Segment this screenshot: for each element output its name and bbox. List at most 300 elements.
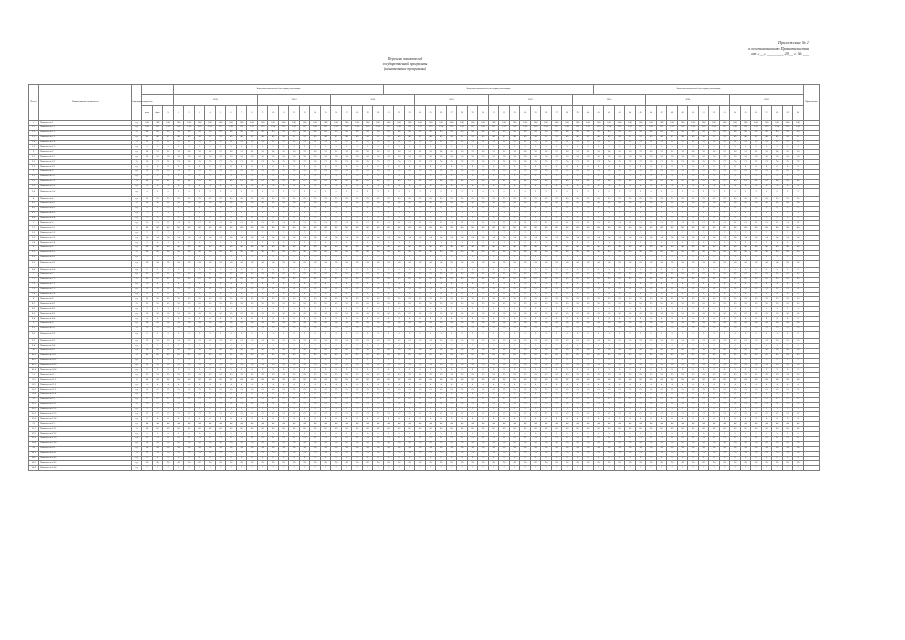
value-cell: 5 bbox=[793, 268, 804, 273]
value-cell: 98 bbox=[562, 130, 573, 135]
value-cell: 90 bbox=[646, 250, 657, 255]
value-cell: 127 bbox=[215, 125, 226, 130]
value-cell: 2 bbox=[698, 189, 709, 197]
row-unit: % bbox=[132, 353, 142, 358]
value-cell: 55 bbox=[541, 302, 552, 307]
value-cell: 90 bbox=[562, 250, 573, 255]
value-cell: 6 bbox=[268, 392, 279, 397]
value-cell: 5 bbox=[667, 145, 678, 150]
value-cell: 5 bbox=[709, 268, 720, 273]
value-cell: 11 bbox=[236, 221, 247, 226]
value-cell: 9 bbox=[709, 368, 720, 373]
value-cell: 4 bbox=[562, 184, 573, 189]
value-cell: 4 bbox=[394, 184, 405, 189]
value-cell: 6 bbox=[730, 292, 741, 297]
value-cell: 33 bbox=[446, 373, 457, 378]
value-cell: 33 bbox=[247, 373, 258, 378]
value-cell: 10 bbox=[226, 155, 237, 160]
value-cell: 3 bbox=[751, 240, 762, 245]
value-cell: 7 bbox=[709, 231, 720, 236]
value-cell: 2 bbox=[425, 331, 436, 339]
row-number: 9.2 bbox=[29, 331, 39, 339]
value-cell: 6 bbox=[772, 292, 783, 297]
value-cell: 55 bbox=[362, 302, 373, 307]
value-cell: 5 bbox=[541, 358, 552, 363]
value-cell: 4 bbox=[656, 383, 667, 388]
row-number: 13 bbox=[29, 422, 39, 427]
value-cell: 14 bbox=[352, 236, 363, 241]
value-cell: 27 bbox=[635, 397, 646, 402]
value-cell: 13 bbox=[247, 339, 258, 344]
value-cell: 68 bbox=[268, 378, 279, 383]
value-cell: 11 bbox=[562, 221, 573, 226]
value-cell: 5 bbox=[488, 432, 499, 437]
value-cell: 3 bbox=[163, 240, 174, 245]
value-cell: 13 bbox=[415, 339, 426, 344]
value-cell: 6 bbox=[257, 456, 268, 461]
value-cell: 4 bbox=[415, 383, 426, 388]
value-cell: 5 bbox=[194, 145, 205, 150]
value-cell: 55 bbox=[152, 302, 163, 307]
value-cell: 1 bbox=[247, 211, 258, 216]
value-cell: 3 bbox=[341, 174, 352, 179]
value-cell: 55 bbox=[604, 302, 615, 307]
value-cell: 7 bbox=[236, 344, 247, 349]
value-cell: 79 bbox=[299, 451, 310, 456]
value-cell: 3 bbox=[625, 240, 636, 245]
value-cell: 79 bbox=[677, 451, 688, 456]
value-cell: 3 bbox=[299, 240, 310, 245]
value-cell: 5 bbox=[593, 432, 604, 437]
value-cell: 3 bbox=[520, 174, 531, 179]
value-cell: 3 bbox=[467, 307, 478, 312]
value-cell: 27 bbox=[236, 397, 247, 402]
value-cell: 8 bbox=[625, 316, 636, 321]
value-cell: 4 bbox=[740, 383, 751, 388]
value-cell: 75 bbox=[499, 326, 510, 331]
value-cell: 79 bbox=[215, 451, 226, 456]
value-cell: 6 bbox=[499, 292, 510, 297]
value-cell: 3 bbox=[320, 174, 331, 179]
value-cell: 15 bbox=[383, 388, 394, 393]
value-cell: 68 bbox=[730, 378, 741, 383]
value-cell: 5 bbox=[520, 268, 531, 273]
row-number: 10.3 bbox=[29, 363, 39, 368]
value-cell: 15 bbox=[467, 169, 478, 174]
value-cell: 2 bbox=[173, 255, 184, 260]
value-cell: 55 bbox=[520, 302, 531, 307]
value-cell: 7 bbox=[488, 231, 499, 236]
value-cell: 7 bbox=[142, 344, 153, 349]
subcolumn-header: 34 bbox=[520, 106, 531, 121]
value-cell: 20 bbox=[394, 461, 405, 466]
value-cell: 17 bbox=[572, 412, 583, 417]
value-cell: 6 bbox=[320, 456, 331, 461]
value-cell: 38 bbox=[614, 446, 625, 451]
value-cell: 10 bbox=[436, 155, 447, 160]
value-cell: 100 bbox=[467, 121, 478, 126]
value-cell: 20 bbox=[709, 461, 720, 466]
value-cell: 55 bbox=[677, 302, 688, 307]
value-cell: 16 bbox=[793, 312, 804, 317]
value-cell: 5 bbox=[530, 145, 541, 150]
value-cell: 9 bbox=[520, 216, 531, 221]
value-cell: 1 bbox=[488, 211, 499, 216]
value-cell: 33 bbox=[583, 373, 594, 378]
value-cell: 90 bbox=[436, 250, 447, 255]
value-cell: 66 bbox=[541, 179, 552, 184]
value-cell: 33 bbox=[593, 150, 604, 155]
value-cell: 2 bbox=[635, 255, 646, 260]
value-cell: 13 bbox=[383, 339, 394, 344]
row-number: 10.2 bbox=[29, 358, 39, 363]
row-unit: ед. bbox=[132, 344, 142, 349]
value-cell: 3 bbox=[478, 174, 489, 179]
value-cell: 8 bbox=[457, 417, 468, 422]
value-cell: 65 bbox=[478, 277, 489, 282]
value-cell: 10 bbox=[362, 441, 373, 446]
value-cell: 10 bbox=[415, 441, 426, 446]
value-cell: 9 bbox=[667, 216, 678, 221]
value-cell: 5 bbox=[709, 145, 720, 150]
subcolumn-header: 16 bbox=[331, 106, 342, 121]
value-cell: 19 bbox=[562, 363, 573, 368]
value-cell: 46 bbox=[572, 135, 583, 140]
value-cell: 50 bbox=[520, 201, 531, 206]
value-cell: 18 bbox=[194, 260, 205, 268]
value-cell: 12 bbox=[467, 140, 478, 145]
value-cell: 6 bbox=[698, 456, 709, 461]
value-cell: 90 bbox=[593, 250, 604, 255]
value-cell: 75 bbox=[530, 160, 541, 165]
value-cell: 90 bbox=[572, 250, 583, 255]
row-unit: % bbox=[132, 250, 142, 255]
value-cell: 7 bbox=[278, 466, 289, 471]
subcolumn-header: 42 bbox=[604, 106, 615, 121]
value-cell: 19 bbox=[730, 363, 741, 368]
value-cell: 12 bbox=[236, 287, 247, 292]
value-cell: 15 bbox=[478, 169, 489, 174]
value-cell: 5 bbox=[740, 432, 751, 437]
value-cell: 10 bbox=[173, 155, 184, 160]
value-cell: 6 bbox=[383, 456, 394, 461]
value-cell: 5 bbox=[236, 145, 247, 150]
value-cell: 13 bbox=[562, 339, 573, 344]
value-cell: 6 bbox=[331, 292, 342, 297]
value-cell: 5 bbox=[247, 145, 258, 150]
value-cell: 6 bbox=[656, 392, 667, 397]
value-cell: 9 bbox=[184, 216, 195, 221]
value-cell: 28 bbox=[205, 321, 216, 326]
value-cell: 71 bbox=[236, 160, 247, 165]
value-cell: 9 bbox=[656, 368, 667, 373]
value-cell: 12 bbox=[341, 140, 352, 145]
value-cell: 10 bbox=[751, 441, 762, 446]
value-cell: 52 bbox=[635, 135, 646, 140]
value-cell: 79 bbox=[572, 451, 583, 456]
value-cell: 55 bbox=[184, 302, 195, 307]
value-cell: 4 bbox=[404, 184, 415, 189]
value-cell: 50 bbox=[278, 135, 289, 140]
value-cell: 6 bbox=[289, 206, 300, 211]
value-cell: 33 bbox=[604, 373, 615, 378]
value-cell: 5 bbox=[698, 432, 709, 437]
value-cell: 6 bbox=[635, 456, 646, 461]
value-cell: 2 bbox=[667, 255, 678, 260]
value-cell: 3 bbox=[394, 307, 405, 312]
value-cell: 100 bbox=[341, 121, 352, 126]
value-cell: 10 bbox=[163, 441, 174, 446]
value-cell: 38 bbox=[677, 446, 688, 451]
value-cell: 4 bbox=[320, 184, 331, 189]
value-cell: 6 bbox=[173, 206, 184, 211]
value-cell: 66 bbox=[383, 427, 394, 432]
value-cell: 85 bbox=[604, 353, 615, 358]
value-cell: 68 bbox=[394, 378, 405, 383]
value-cell: 99 bbox=[709, 130, 720, 135]
value-cell: 5 bbox=[415, 145, 426, 150]
value-cell: 75 bbox=[782, 160, 793, 165]
value-cell: 66 bbox=[394, 427, 405, 432]
value-cell: 14 bbox=[331, 236, 342, 241]
value-cell: 35 bbox=[341, 297, 352, 302]
value-cell: 35 bbox=[740, 297, 751, 302]
value-cell: 38 bbox=[751, 446, 762, 451]
value-cell: 28 bbox=[425, 321, 436, 326]
value-cell: 33 bbox=[415, 373, 426, 378]
value-cell: 20 bbox=[383, 461, 394, 466]
value-cell: 2 bbox=[215, 189, 226, 197]
value-cell: 40 bbox=[320, 245, 331, 250]
value-cell: 8 bbox=[698, 417, 709, 422]
value-cell: 100 bbox=[163, 121, 174, 126]
value-cell: 6 bbox=[667, 456, 678, 461]
value-cell: 19 bbox=[625, 363, 636, 368]
value-cell: 19 bbox=[772, 363, 783, 368]
value-cell: 85 bbox=[425, 353, 436, 358]
value-cell: 50 bbox=[404, 201, 415, 206]
value-cell: 7 bbox=[425, 344, 436, 349]
value-cell: 38 bbox=[583, 446, 594, 451]
value-cell: 60 bbox=[646, 179, 657, 184]
value-cell: 18 bbox=[467, 260, 478, 268]
value-cell: 25 bbox=[740, 196, 751, 201]
value-cell: 5 bbox=[646, 432, 657, 437]
value-cell: 11 bbox=[772, 221, 783, 226]
value-cell: 3 bbox=[730, 307, 741, 312]
value-cell: 15 bbox=[194, 169, 205, 174]
value-cell: 22 bbox=[299, 272, 310, 277]
value-cell: 5 bbox=[604, 432, 615, 437]
value-cell: 5 bbox=[593, 145, 604, 150]
value-cell: 44 bbox=[289, 422, 300, 427]
value-cell: 38 bbox=[740, 446, 751, 451]
value-cell: 16 bbox=[551, 312, 562, 317]
value-cell: 5 bbox=[667, 268, 678, 273]
value-cell: 12 bbox=[751, 287, 762, 292]
value-cell: 55 bbox=[646, 302, 657, 307]
value-cell: 68 bbox=[467, 378, 478, 383]
value-cell: 85 bbox=[614, 353, 625, 358]
value-cell: 4 bbox=[205, 184, 216, 189]
value-cell: 2 bbox=[215, 255, 226, 260]
value-cell: 2 bbox=[572, 189, 583, 197]
value-cell: 3 bbox=[226, 240, 237, 245]
value-cell: 3 bbox=[331, 240, 342, 245]
value-cell: 27 bbox=[341, 397, 352, 402]
value-cell: 4 bbox=[425, 383, 436, 388]
value-cell: 5 bbox=[446, 358, 457, 363]
row-number: 1.4 bbox=[29, 140, 39, 145]
value-cell: 21 bbox=[667, 436, 678, 441]
row-number: 7.2 bbox=[29, 282, 39, 287]
value-cell: 10 bbox=[467, 155, 478, 160]
value-cell: 72 bbox=[320, 402, 331, 407]
value-cell: 16 bbox=[751, 312, 762, 317]
value-cell: 90 bbox=[394, 250, 405, 255]
value-cell: 19 bbox=[247, 363, 258, 368]
value-cell: 4 bbox=[614, 383, 625, 388]
value-cell: 12 bbox=[331, 287, 342, 292]
value-cell: 13 bbox=[593, 339, 604, 344]
value-cell: 16 bbox=[278, 312, 289, 317]
value-cell: 72 bbox=[163, 160, 174, 165]
value-cell: 5 bbox=[362, 268, 373, 273]
value-cell: 100 bbox=[761, 121, 772, 126]
value-cell: 72 bbox=[299, 402, 310, 407]
value-cell: 4 bbox=[436, 282, 447, 287]
value-cell: 40 bbox=[299, 245, 310, 250]
value-cell: 6 bbox=[425, 392, 436, 397]
value-cell: 85 bbox=[446, 353, 457, 358]
value-cell: 50 bbox=[247, 348, 258, 353]
value-cell: 79 bbox=[688, 451, 699, 456]
value-cell: 44 bbox=[320, 422, 331, 427]
value-cell: 85 bbox=[667, 353, 678, 358]
value-cell: 44 bbox=[205, 422, 216, 427]
value-cell: 1 bbox=[394, 211, 405, 216]
value-cell: 18 bbox=[520, 260, 531, 268]
value-cell: 18 bbox=[499, 260, 510, 268]
value-cell: 4 bbox=[614, 184, 625, 189]
value-cell: 72 bbox=[761, 402, 772, 407]
value-cell: 8 bbox=[215, 165, 226, 170]
value-cell: 79 bbox=[226, 451, 237, 456]
value-cell: 25 bbox=[688, 196, 699, 201]
value-cell: 10 bbox=[310, 155, 321, 160]
value-cell: 21 bbox=[520, 436, 531, 441]
value-cell: 13 bbox=[572, 339, 583, 344]
value-cell: 5 bbox=[467, 432, 478, 437]
value-cell: 21 bbox=[163, 436, 174, 441]
row-name: Показатель 1.3 bbox=[39, 135, 132, 140]
value-cell: 6 bbox=[425, 292, 436, 297]
value-cell: 27 bbox=[436, 397, 447, 402]
value-cell: 6 bbox=[688, 456, 699, 461]
row-unit: ед. bbox=[132, 339, 142, 344]
row-number: 5.2 bbox=[29, 231, 39, 236]
value-cell: 3 bbox=[184, 307, 195, 312]
value-cell: 7 bbox=[520, 231, 531, 236]
value-cell: 7 bbox=[604, 344, 615, 349]
value-cell: 17 bbox=[677, 412, 688, 417]
value-cell: 124 bbox=[352, 125, 363, 130]
value-cell: 8 bbox=[740, 316, 751, 321]
value-cell: 9 bbox=[163, 368, 174, 373]
value-cell: 55 bbox=[562, 302, 573, 307]
value-cell: 14 bbox=[310, 236, 321, 241]
value-cell: 38 bbox=[625, 446, 636, 451]
value-cell: 13 bbox=[709, 339, 720, 344]
value-cell: 66 bbox=[625, 179, 636, 184]
value-cell: 15 bbox=[709, 169, 720, 174]
value-cell: 11 bbox=[604, 221, 615, 226]
value-cell: 3 bbox=[194, 307, 205, 312]
value-cell: 17 bbox=[614, 412, 625, 417]
value-cell: 28 bbox=[604, 321, 615, 326]
value-cell: 12 bbox=[436, 287, 447, 292]
value-cell: 6 bbox=[415, 456, 426, 461]
value-cell: 8 bbox=[656, 165, 667, 170]
value-cell: 55 bbox=[404, 302, 415, 307]
value-cell: 5 bbox=[226, 268, 237, 273]
value-cell: 3 bbox=[446, 174, 457, 179]
value-cell: 14 bbox=[373, 236, 384, 241]
value-cell: 7 bbox=[541, 466, 552, 471]
value-cell: 8 bbox=[719, 417, 730, 422]
value-cell: 9 bbox=[499, 368, 510, 373]
value-cell: 5 bbox=[667, 432, 678, 437]
value-cell: 3 bbox=[782, 240, 793, 245]
value-cell: 33 bbox=[520, 373, 531, 378]
value-cell: 15 bbox=[709, 388, 720, 393]
value-cell: 19 bbox=[677, 363, 688, 368]
value-cell: 18 bbox=[205, 260, 216, 268]
value-cell: 125 bbox=[446, 125, 457, 130]
value-cell: 6 bbox=[635, 392, 646, 397]
value-cell: 20 bbox=[520, 461, 531, 466]
value-cell: 50 bbox=[478, 348, 489, 353]
value-cell: 12 bbox=[352, 140, 363, 145]
value-cell: 6 bbox=[425, 456, 436, 461]
value-cell: 18 bbox=[247, 260, 258, 268]
value-cell: 15 bbox=[730, 388, 741, 393]
value-cell: 2 bbox=[635, 331, 646, 339]
value-cell: 13 bbox=[751, 339, 762, 344]
value-cell: 16 bbox=[772, 312, 783, 317]
value-cell: 70 bbox=[646, 160, 657, 165]
value-cell: 99 bbox=[373, 130, 384, 135]
value-cell: 123 bbox=[341, 125, 352, 130]
value-cell: 80 bbox=[404, 226, 415, 231]
value-cell: 44 bbox=[446, 422, 457, 427]
value-cell: 75 bbox=[163, 326, 174, 331]
value-cell: 5 bbox=[698, 358, 709, 363]
value-cell: 10 bbox=[457, 155, 468, 160]
value-cell: 72 bbox=[373, 402, 384, 407]
value-cell: 3 bbox=[688, 174, 699, 179]
value-cell: 70 bbox=[226, 160, 237, 165]
value-cell: 2 bbox=[677, 189, 688, 197]
value-cell: 35 bbox=[173, 297, 184, 302]
value-cell: 3 bbox=[278, 307, 289, 312]
value-cell: 2 bbox=[278, 255, 289, 260]
value-cell: 40 bbox=[625, 245, 636, 250]
value-cell: 7 bbox=[604, 231, 615, 236]
value-cell: 11 bbox=[415, 221, 426, 226]
value-cell: 65 bbox=[404, 277, 415, 282]
value-cell: 7 bbox=[562, 466, 573, 471]
